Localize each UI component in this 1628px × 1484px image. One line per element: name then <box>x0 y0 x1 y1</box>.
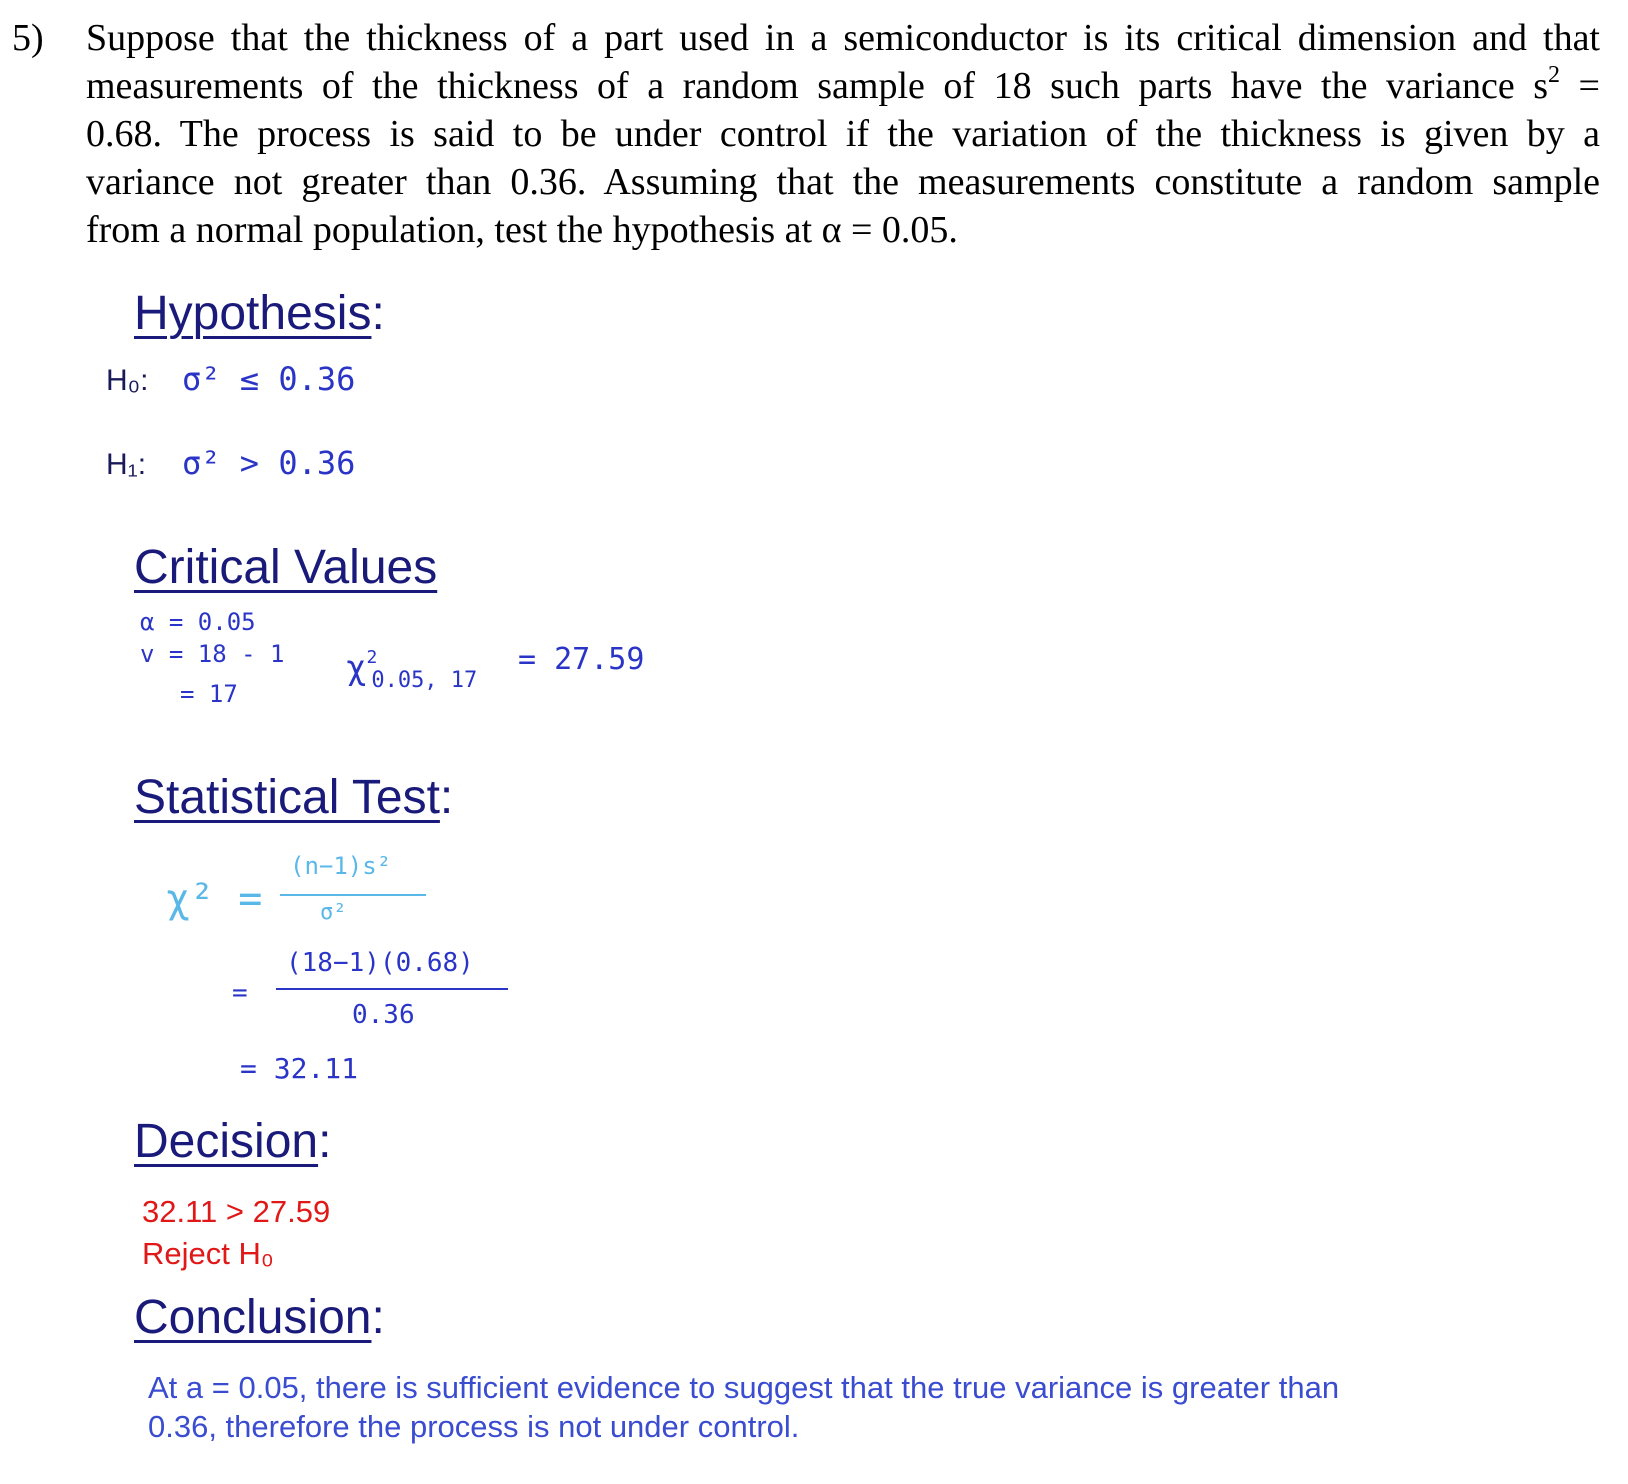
conclusion-text: At a = 0.05, there is sufficient evidence to suggest that the true variance is greater than 0.36, therefore the process is not under control. <box>148 1370 1340 1444</box>
chi-subscript: 0.05, 17 <box>371 668 478 693</box>
decision-comparison: 32.11 > 27.59 <box>142 1194 331 1229</box>
decision-heading: Decision: <box>134 1115 332 1168</box>
substituted-numerator: (18−1)(0.68) <box>286 948 474 978</box>
superscript: 2 <box>1548 62 1561 89</box>
heading-text: Conclusion <box>134 1291 372 1344</box>
problem-text <box>86 14 1600 254</box>
problem-line: variance not greater than 0.36. Assuming that the measurements constitute a random sample <box>86 161 1600 203</box>
problem-line: from a normal population, test the hypothesis at α = 0.05. <box>86 209 958 251</box>
formula-numerator: (n−1)s² <box>290 852 392 880</box>
problem-line-text: measurements of the thickness of a random sample of 18 such parts have the variance s <box>86 65 1549 107</box>
chi-symbol: χ <box>346 648 367 688</box>
equals-sign: = <box>232 978 248 1008</box>
heading-text: Statistical Test <box>134 771 440 824</box>
alpha-value: α = 0.05 <box>140 608 256 636</box>
h0-value: σ² ≤ 0.36 <box>182 360 356 398</box>
problem-number: 5) <box>12 17 44 59</box>
h1-label: H₁: <box>106 448 147 481</box>
chi-square-lhs: χ² = <box>166 876 263 922</box>
critical-value: = 27.59 <box>518 642 645 677</box>
h1-value: σ² > 0.36 <box>182 444 356 482</box>
hypothesis-heading: Hypothesis: <box>134 287 385 340</box>
test-statistic-result: = 32.11 <box>240 1052 359 1085</box>
problem-line <box>86 62 1600 110</box>
chi-superscript: 2 <box>366 646 378 668</box>
heading-text: Critical Values <box>134 541 438 594</box>
problem-line-tail: = <box>1560 65 1600 107</box>
problem-line: Suppose that the thickness of a part used in a semiconductor is its critical dimension and that <box>86 17 1600 59</box>
substituted-fraction-bar <box>276 988 508 990</box>
degrees-of-freedom: v = 18 - 1 <box>140 640 285 668</box>
statistical-test-heading: Statistical Test: <box>134 771 454 824</box>
formula-fraction-bar <box>280 894 426 896</box>
critical-values-heading <box>134 540 437 595</box>
conclusion-heading: Conclusion: <box>134 1291 385 1344</box>
h0-label: H₀: <box>106 364 149 397</box>
degrees-of-freedom-result: = 17 <box>180 680 238 708</box>
problem-line: 0.68. The process is said to be under control if the variation of the thickness is given by a <box>86 113 1600 155</box>
chi-square-critical <box>346 646 483 693</box>
substituted-denominator: 0.36 <box>352 1000 415 1030</box>
heading-text: Decision <box>134 1115 319 1168</box>
heading-text: Hypothesis <box>134 287 372 340</box>
decision-result: Reject H₀ <box>142 1236 274 1271</box>
formula-denominator: σ² <box>320 900 347 925</box>
